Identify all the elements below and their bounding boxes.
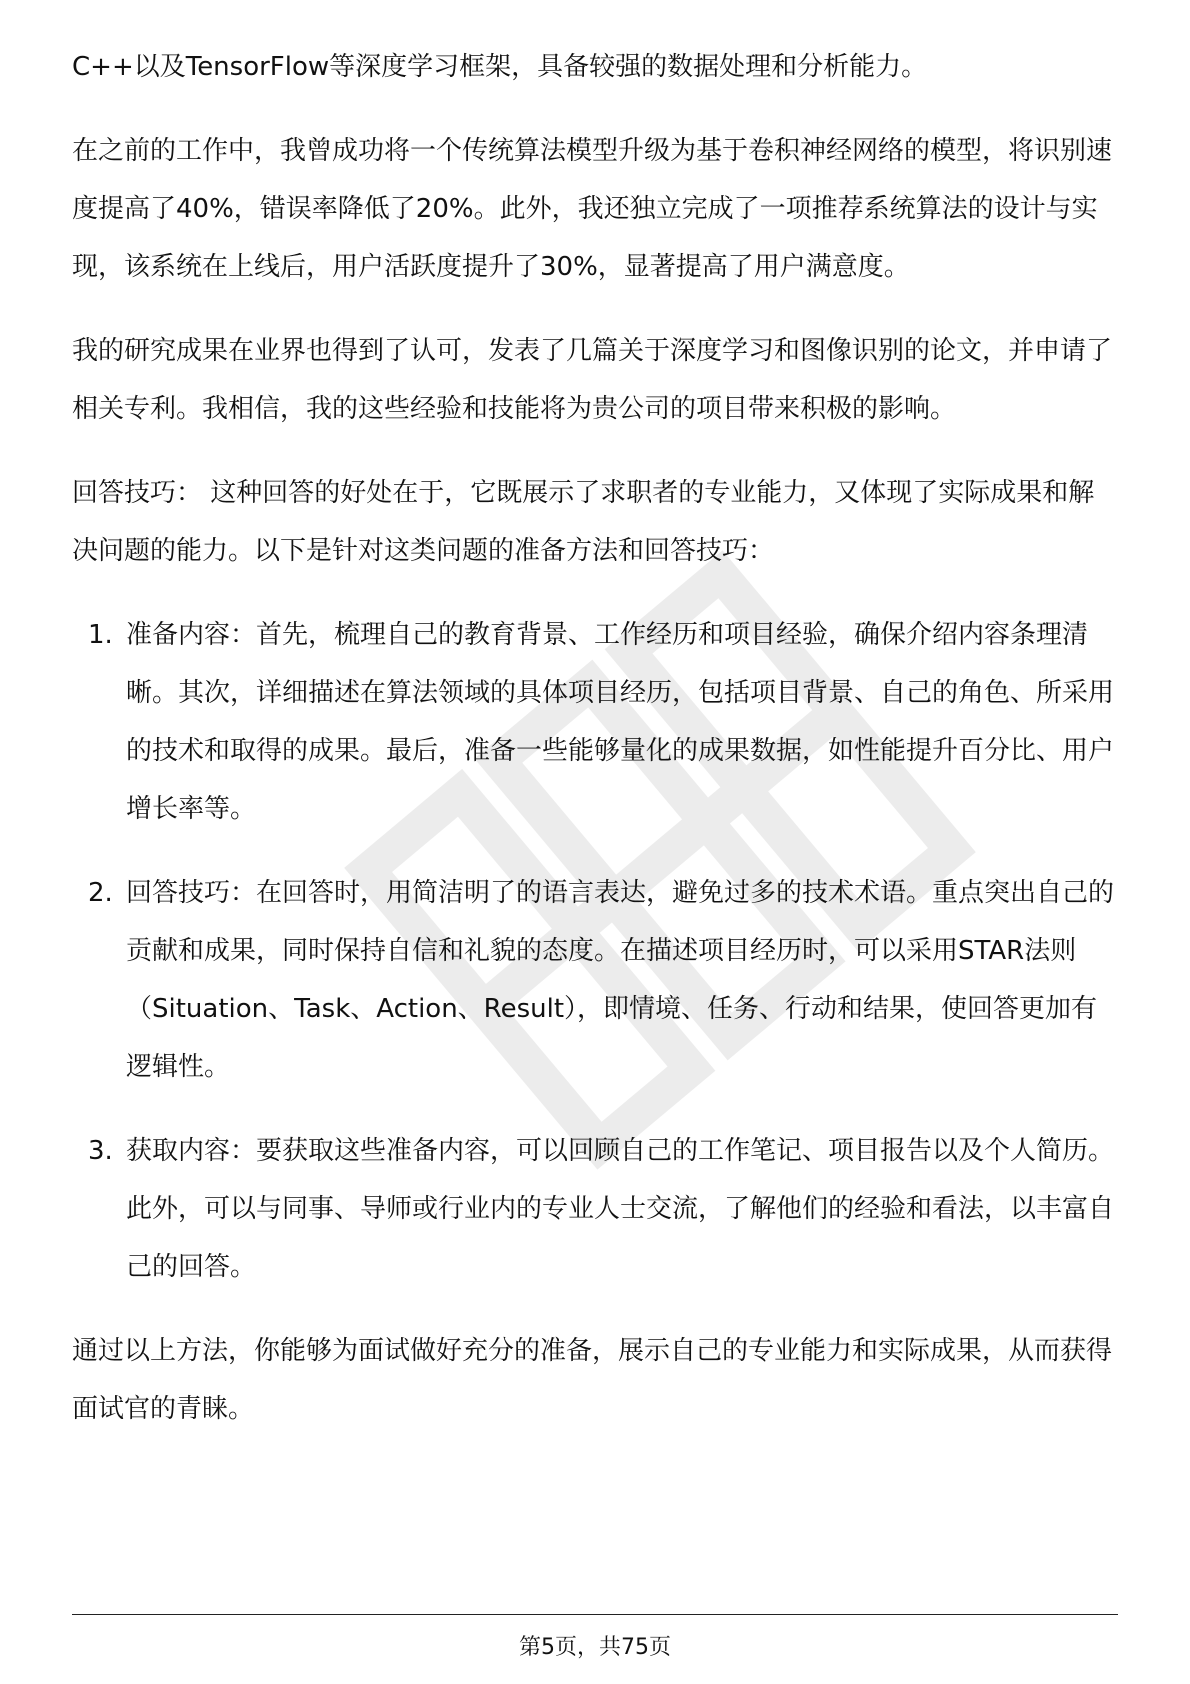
list-item-text: 回答技巧：在回答时，用简洁明了的语言表达，避免过多的技术术语。重点突出自己的贡献和成果，同时保持自信和礼貌的态度。在描述项目经历时，可以采用STAR法则（Situation、Task、Action、Result），即情境、任务、行动和结果，使回答更加有逻辑性。 [126, 878, 1115, 1082]
paragraph-research-results: 我的研究成果在业界也得到了认可，发表了几篇关于深度学习和图像识别的论文，并申请了相关专利。我相信，我的这些经验和技能将为贵公司的项目带来积极的影响。 [72, 336, 1113, 424]
list-item-text: 获取内容：要获取这些准备内容，可以回顾自己的工作笔记、项目报告以及个人简历。此外，可以与同事、导师或行业内的专业人士交流，了解他们的经验和看法，以丰富自己的回答。 [126, 1136, 1115, 1282]
list-item-text: 准备内容：首先，梳理自己的教育背景、工作经历和项目经验，确保介绍内容条理清晰。其次，详细描述在算法领域的具体项目经历，包括项目背景、自己的角色、所采用的技术和取得的成果。最后，准备一些能够量化的成果数据，如性能提升百分比、用户增长率等。 [126, 620, 1115, 824]
paragraph-closing: 通过以上方法，你能够为面试做好充分的准备，展示自己的专业能力和实际成果，从而获得面试官的青睐。 [72, 1336, 1113, 1424]
list-item [72, 864, 1118, 1096]
list-item-number: 3. [88, 1136, 113, 1166]
list-item [72, 606, 1118, 838]
list-item-number: 2. [88, 878, 113, 908]
tips-list [72, 606, 1118, 1296]
paragraph-answer-tips: 回答技巧： 这种回答的好处在于，它既展示了求职者的专业能力，又体现了实际成果和解决问题的能力。以下是针对这类问题的准备方法和回答技巧： [72, 478, 1095, 566]
list-item-number: 1. [88, 620, 113, 650]
footer-divider [72, 1614, 1118, 1615]
document-body [72, 38, 1118, 1464]
paragraph-intro-continued: C++以及TensorFlow等深度学习框架，具备较强的数据处理和分析能力。 [72, 52, 928, 82]
paragraph-work-achievements: 在之前的工作中，我曾成功将一个传统算法模型升级为基于卷积神经网络的模型，将识别速度提高了40%，错误率降低了20%。此外，我还独立完成了一项推荐系统算法的设计与实现，该系统在上线后，用户活跃度提升了30%，显著提高了用户满意度。 [72, 136, 1113, 282]
list-item [72, 1122, 1118, 1296]
page-number-label: 第5页，共75页 [519, 1635, 671, 1660]
